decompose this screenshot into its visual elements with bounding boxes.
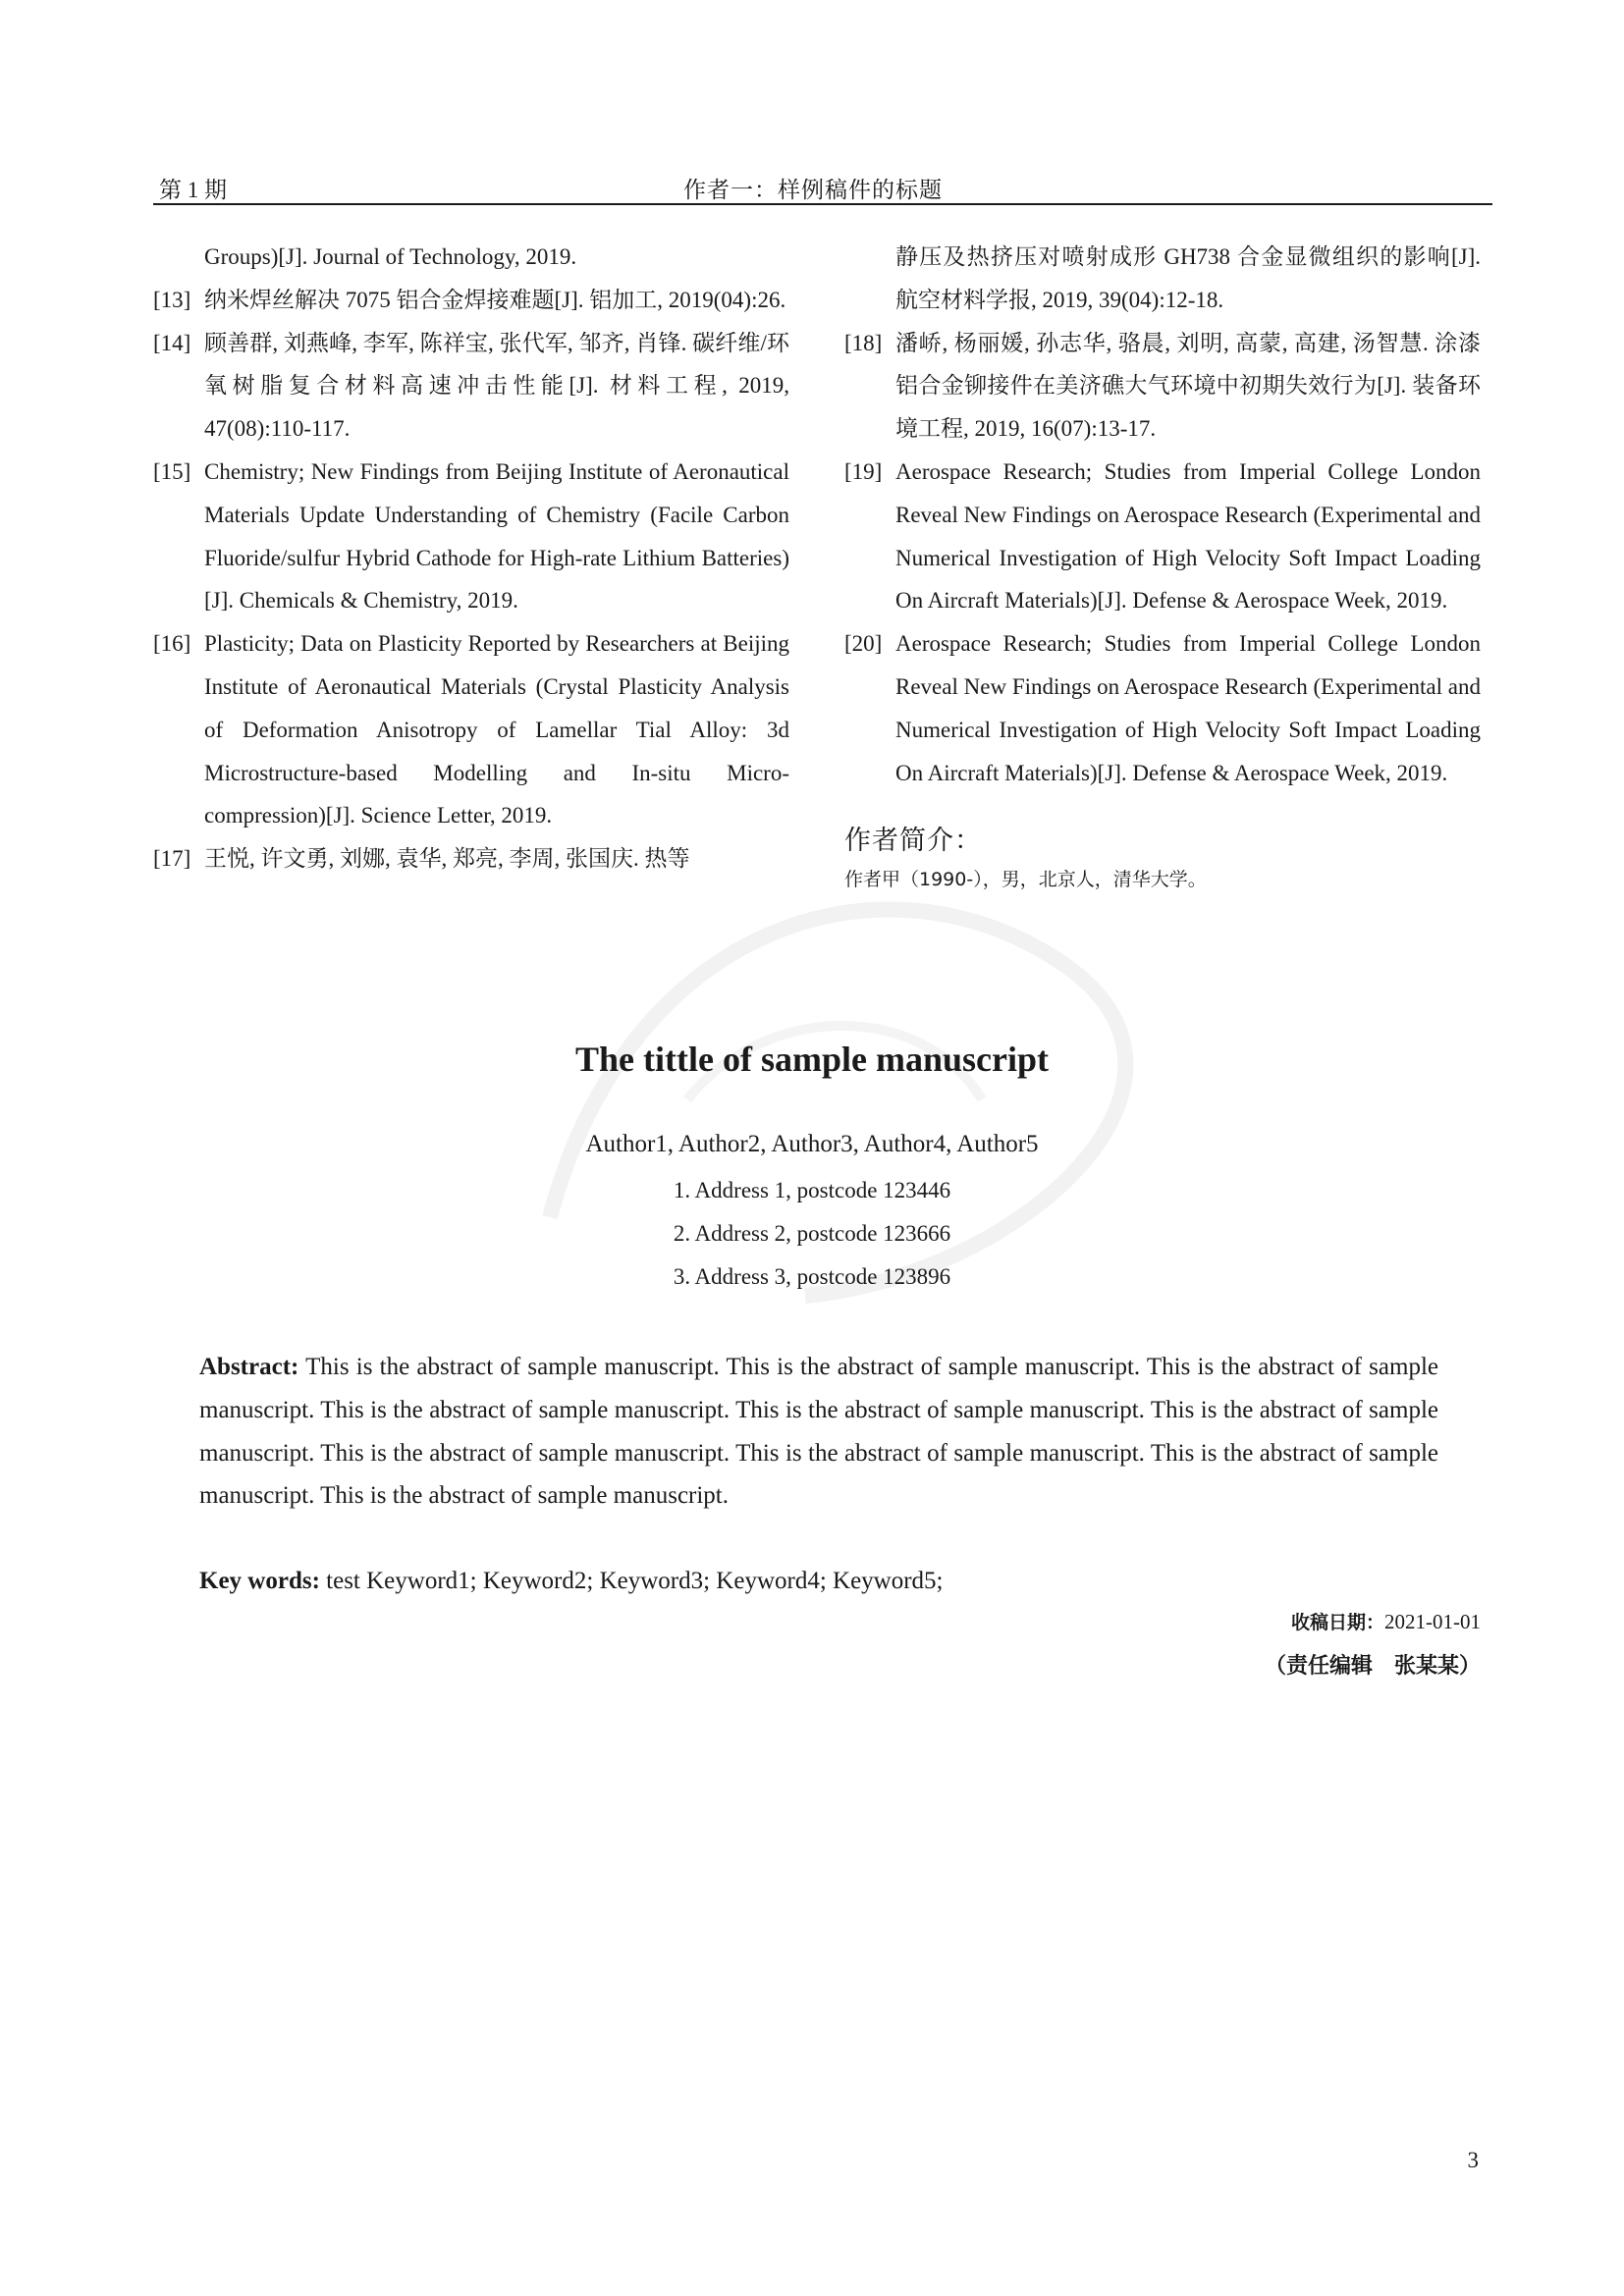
reference-number: [18] — [844, 330, 883, 355]
reference-number: [15] — [153, 458, 191, 484]
received-value: 2021-01-01 — [1384, 1610, 1481, 1633]
reference-item — [153, 322, 789, 451]
reference-item — [153, 837, 789, 881]
abstract-text: This is the abstract of sample manuscript. This is the abstract of sample manuscript. This is the abstract of sample manuscript. This is the abstract of sample manuscript. This is the abstract of sample manuscript. This is the abstract of sample manuscript. This is the abstract of sample manuscript. This is the abstract of sample manuscript. This is the abstract of sample manuscript. This is the abstract of sample manuscript. — [199, 1354, 1438, 1510]
reference-item — [153, 622, 789, 837]
references-left-column — [153, 236, 789, 881]
issue-number: 第 1 期 — [159, 178, 227, 202]
reference-item — [844, 622, 1481, 794]
reference-number: [16] — [153, 631, 191, 657]
address-line: 3. Address 3, postcode 123896 — [673, 1264, 951, 1289]
address-line: 1. Address 1, postcode 123446 — [673, 1178, 951, 1202]
reference-text: 顾善群, 刘燕峰, 李军, 陈祥宝, 张代军, 邹齐, 肖锋. 碳纤维/环氧树脂复合材料高速冲击性能[J]. 材料工程, 2019, 47(08):110-117. — [204, 330, 789, 442]
reference-item — [844, 236, 1481, 322]
reference-text: 王悦, 许文勇, 刘娜, 袁华, 郑亮, 李周, 张国庆. 热等 — [204, 846, 690, 872]
page-number: 3 — [1467, 2148, 1479, 2172]
abstract-label: Abstract: — [199, 1354, 299, 1380]
english-abstract — [199, 1346, 1438, 1518]
responsible-editor: （责任编辑 张某某） — [1264, 1654, 1481, 1679]
reference-text: 纳米焊丝解决 7075 铝合金焊接难题[J]. 铝加工, 2019(04):26. — [204, 287, 786, 312]
author-bio-heading: 作者简介： — [844, 826, 982, 857]
reference-item — [844, 451, 1481, 622]
keywords-text: test Keyword1; Keyword2; Keyword3; Keyword4; Keyword5; — [326, 1568, 944, 1594]
reference-item — [153, 451, 789, 622]
reference-item — [153, 236, 789, 279]
reference-text: Plasticity; Data on Plasticity Reported by Researchers at Beijing Institute of Aeronautical Materials (Crystal Plasticity Analysis of Deformation Anisotropy of Lamellar Tial Alloy: 3d Microstructure-based Modelling and In-situ Micro-compression)[J]. Science Letter, 2019. — [204, 631, 789, 828]
reference-text: Aerospace Research; Studies from Imperial College London Reveal New Findings on Aerospace Research (Experimental and Numerical Investigation of High Velocity Soft Impact Loading On Aircraft Materials)[J]. Defense & Aerospace Week, 2019. — [895, 458, 1481, 614]
english-keywords — [199, 1560, 1438, 1603]
reference-number: [20] — [844, 631, 883, 657]
references-right-column — [844, 236, 1481, 896]
english-authors: Author1, Author2, Author3, Author4, Author5 — [585, 1131, 1039, 1157]
reference-number: [19] — [844, 458, 883, 484]
keywords-label: Key words: — [199, 1568, 320, 1594]
reference-item — [844, 322, 1481, 451]
reference-text: Chemistry; New Findings from Beijing Institute of Aeronautical Materials Update Understanding of Chemistry (Facile Carbon Fluoride/sulfur Hybrid Cathode for High-rate Lithium Batteries)[J]. Chemicals & Chemistry, 2019. — [204, 458, 789, 614]
reference-text: 潘峤, 杨丽媛, 孙志华, 骆晨, 刘明, 高蒙, 高建, 汤智慧. 涂漆铝合金铆接件在美济礁大气环境中初期失效行为[J]. 装备环境工程, 2019, 16(07):13-17. — [895, 330, 1481, 442]
reference-text: Aerospace Research; Studies from Imperial College London Reveal New Findings on Aerospace Research (Experimental and Numerical Investigation of High Velocity Soft Impact Loading On Aircraft Materials)[J]. Defense & Aerospace Week, 2019. — [895, 631, 1481, 785]
reference-number: [13] — [153, 287, 191, 312]
address-line: 2. Address 2, postcode 123666 — [673, 1221, 951, 1246]
reference-text: Groups)[J]. Journal of Technology, 2019. — [204, 244, 577, 269]
reference-number: [17] — [153, 846, 191, 872]
received-date — [1291, 1608, 1481, 1634]
author-bio-text: 作者甲（1990-），男，北京人，清华大学。 — [844, 869, 1207, 891]
page-header — [153, 168, 1492, 205]
english-title: The tittle of sample manuscript — [575, 1040, 1049, 1079]
reference-item — [153, 279, 789, 322]
running-title: 作者一：样例稿件的标题 — [683, 178, 943, 202]
reference-number: [14] — [153, 330, 191, 355]
received-label: 收稿日期： — [1290, 1612, 1384, 1633]
reference-text: 静压及热挤压对喷射成形 GH738 合金显微组织的影响[J]. 航空材料学报, 2019, 39(04):12-18. — [895, 244, 1481, 312]
